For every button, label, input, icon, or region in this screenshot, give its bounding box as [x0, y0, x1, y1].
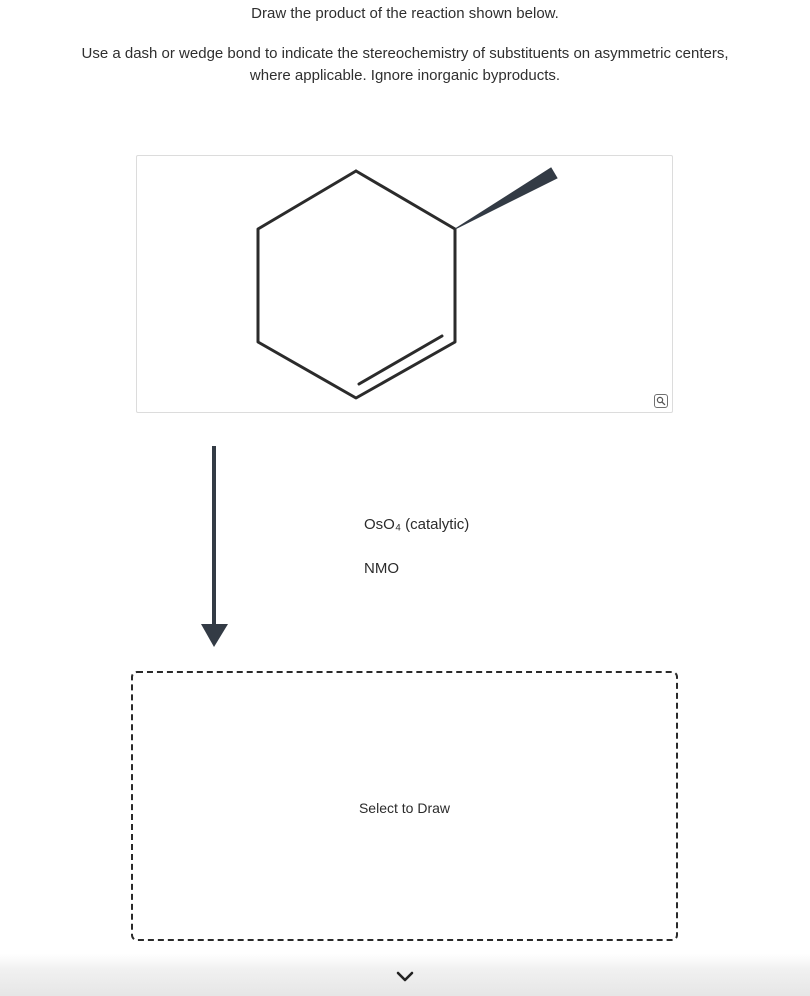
double-bond-inner: [359, 336, 442, 384]
reactant-structure-panel: [136, 155, 673, 413]
bottom-bar: [0, 954, 810, 996]
magnifier-icon: [656, 396, 666, 406]
reaction-arrow: [200, 446, 230, 650]
reactant-molecule: [137, 156, 674, 414]
reagent-osmium-tetroxide: OsO₄ (catalytic): [364, 516, 470, 533]
reagent-nmo: NMO: [364, 560, 399, 577]
ring-bonds: [258, 171, 455, 398]
instruction-line-1: Use a dash or wedge bond to indicate the stereochemistry of substituents on asymmetric centers,: [81, 45, 729, 62]
question-title: Draw the product of the reaction shown below.: [251, 5, 559, 22]
chevron-down-icon[interactable]: [396, 970, 414, 984]
instruction-line-2: where applicable. Ignore inorganic byproducts.: [249, 67, 561, 84]
select-to-draw-label: Select to Draw: [358, 800, 451, 816]
wedge-bond: [455, 168, 557, 229]
answer-drawing-area[interactable]: [131, 671, 678, 941]
zoom-button[interactable]: [654, 394, 668, 408]
